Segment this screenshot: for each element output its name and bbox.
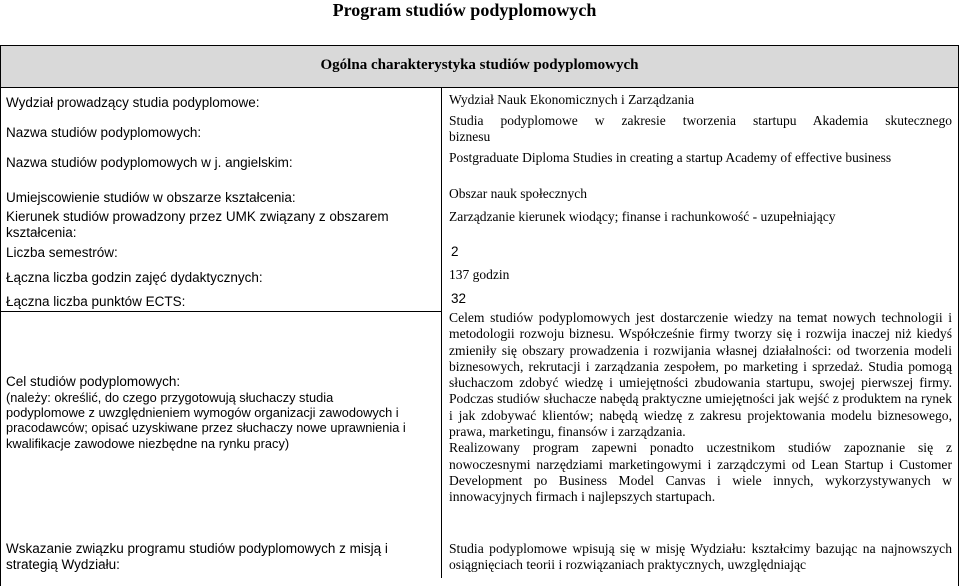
goal-description [449, 310, 952, 506]
direction-label-line1: Kierunek studiów prowadzony przez UMK związany z obszarem [6, 209, 389, 224]
page-title: Program studiów podyplomowych [332, 0, 597, 20]
direction-label-line2: kształcenia: [6, 225, 77, 240]
program-name-en-value: Postgraduate Diploma Studies in creating a startup Academy of effective business [449, 150, 892, 165]
faculty-label: Wydział prowadzący studia podyplomowe: [6, 95, 260, 110]
program-name-value-line2: biznesu [449, 129, 491, 144]
hours-label: Łączna liczba godzin zajęć dydaktycznych: [6, 270, 263, 285]
direction-value: Zarządzanie kierunek wiodący; finanse i rachunkowość - uzupełniający [449, 209, 836, 224]
area-label: Umiejscowienie studiów w obszarze kształcenia: [6, 190, 296, 205]
section-title: Ogólna charakterystyka studiów podyplomowych [320, 57, 639, 73]
goal-paragraph-2: Realizowany program zapewni ponadto uczestnikom studiów zapoznanie się z nowoczesnymi narzędziami marketingowymi i zarządczymi od Lean Startup i Customer Development po Business Model Canvas i wiele innych, wykorzystywanych w innowacyjnych firmach i najlepszych startupach. [449, 440, 952, 505]
program-name-en-label: Nazwa studiów podyplomowych w j. angielskim: [6, 155, 293, 170]
ects-value: 32 [451, 291, 467, 306]
table-header [1, 46, 958, 88]
goal-paragraph-1: Celem studiów podyplomowych jest dostarczenie wiedzy na temat nowych technologii i metodologii rozwoju biznesu. Współcześnie firmy tworzy się i rozwija inaczej niż kiedyś zmieniły się obszary prowadzenia i rozwijania własnej działalności: od tworzenia modeli biznesowych, rekrutacji i zarządzania zespołem, po marketing i sprzedaż. Studia pomogą słuchaczom zdobyć wiedzę i umiejętności zbudowania startupu, swojej pierwszej firmy. Podczas studiów słuchacze nabędą praktyczne umiejętności jak wejść z produktem na rynek i jak zdobywać klientów; nabędą wiedzę z zakresu projektowania modelu biznesowego, prawa, marketingu, finansów i zarządzania. [449, 310, 952, 440]
semesters-label: Liczba semestrów: [6, 245, 118, 260]
program-name-label: Nazwa studiów podyplomowych: [6, 125, 202, 140]
mission-value: Studia podyplomowe wpisują się w misję Wydziału: kształcimy bazując na najnowszych osiągnięciach teorii i rozwiązaniach praktycznych, uwzględniając [449, 541, 952, 573]
goal-hint: (należy: określić, do czego przygotowują słuchaczy studia podyplomowe z uwzględnieniem wymogów organizacji zawodowych i pracodawców; opisać uzyskiwane przez słuchaczy nowe uprawnienia i kwalifikacje zawodowe niezbędne na rynku pracy) [6, 390, 406, 451]
area-value: Obszar nauk społecznych [449, 186, 587, 201]
hours-value: 137 godzin [449, 267, 510, 282]
ects-label: Łączna liczba punktów ECTS: [6, 294, 186, 309]
column-divider [441, 87, 442, 578]
mission-label: Wskazanie związku programu studiów podyplomowych z misją i strategią Wydziału: [6, 541, 388, 572]
program-name-value-line1: Studia podyplomowe w zakresie tworzenia startupu Akademia skutecznego [449, 113, 952, 128]
semesters-value: 2 [451, 244, 459, 259]
faculty-value: Wydział Nauk Ekonomicznych i Zarządzania [449, 92, 695, 107]
row-divider [0, 311, 441, 312]
goal-label: Cel studiów podyplomowych: [6, 374, 181, 389]
